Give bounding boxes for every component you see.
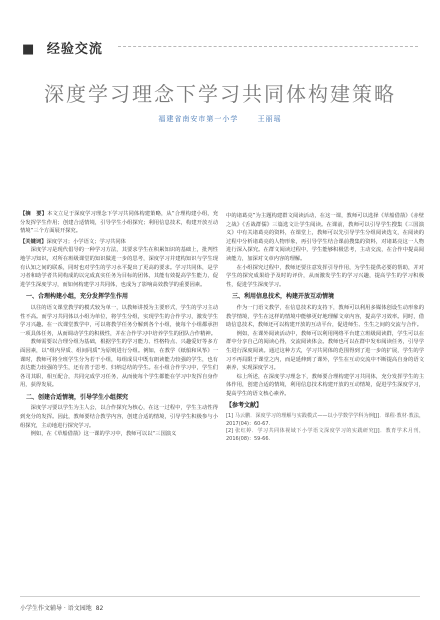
author-affiliation: 福建省南安市第一小学 — [158, 115, 239, 123]
right-column — [226, 212, 424, 443]
section-bullet-icon: ■ — [22, 42, 36, 57]
page-footer — [20, 603, 103, 612]
left-column — [20, 210, 218, 439]
reference-item: [1] 马云鹏．深度学习的理解与实践模式——以小学数学学科为例[J]．课程·教材·教法，2017(04)：60-67. — [226, 413, 424, 427]
intro-paragraph: 深度学习是现代倡导的一种学习方法，其要求学生在积累知识的基础上，批判性地学习知识，对所在班级课堂的知识做进一步的思考，深度学习并建构知识与学生现有认知之间的联系，同时也对学生的学习水平提出了更高的要求。学习共同体，是学习者和助学者共同构成的以完成真实任务为目标的团体，其能有效提高学生能力，促进学生深度学习，而如何构建学习共同体，也成为了影响高效教学的重要因素。 — [20, 247, 218, 288]
body-paragraph: 深度学习要以学生为主人公，以合作探究为核心，在这一过程中，学生主动性得到充分的发挥。因此，教师要结合教学内容，创建合适的情境，引导学生积极参与小组探究，主动地进行探究学习。 — [20, 405, 218, 429]
body-paragraph: 例如，在课外阅读活动中，教师可以利用网络平台建立班级阅读群，学生可以在群中分享自己的阅读心得，交流阅读体会。教师也可以在群中发布阅读任务，引导学生进行深度阅读。通过这种方式，学习共同体的范围得到了进一步的扩展，学生的学习不再局限于课堂之内，而是延伸到了课外，学生在互动交流中不断提高自身的语文素养，实现深度学习。 — [226, 330, 424, 372]
body-paragraph: 在小组探究过程中，教师还要注意发挥引导作用，为学生提供必要的帮助，并对学生的探究成果给予及时的评价，从而激发学生的学习兴趣，提高学生的学习积极性，促进学生深度学习。 — [226, 264, 424, 288]
body-paragraph: 教师需要以合理分组为基础，根据学生的学习能力、性格特点、兴趣爱好等多方面因素，以“组内异质、组间同质”为原则进行分组。例如，在教学《纸船和风筝》一课时，教师可将全班学生分为若干小组，每组成员中既有朗读能力较强的学生，也有表达能力较强的学生，还有善于思考、归纳总结的学生。在小组合作学习中，学生们各司其职，相互配合，共同完成学习任务，从而使每个学生都能在学习中发挥自身作用，获得发展。 — [20, 339, 218, 389]
section-tag-label: 经验交流 — [46, 42, 103, 57]
body-paragraph: 中的诸葛亮”为主题构建群文阅读活动，在这一课，教师可以选择《草船借箭》《赤壁之战》《舌战群儒》三篇选文让学生阅读。在课前，教师可以引导学生搜集《三国演义》中有关诸葛亮的资料，在课堂上，教师可以先引导学生分组阅读选文，在阅读的过程中分析诸葛亮的人物形象，再引导学生结合课前搜集的资料，对诸葛亮这一人物进行深入探究。在群文阅读过程中，学生能够积极思考，主动交流，在合作中提高阅读能力，加深对文章内容的理解。 — [226, 213, 424, 262]
section-tag — [22, 38, 103, 57]
keywords-label: 【关键词】 — [20, 238, 47, 245]
abstract-text: 本文立足于深度学习理念下学习共同体构建策略，从“合理构建小组，充分发挥学生作用；创建合适情境，引导学生小组探究；利用信息技术，构建开放互动情境”三个方面展开探究。 — [20, 211, 218, 235]
section-divider — [118, 46, 418, 47]
references — [226, 402, 424, 443]
abstract-label: 【摘 要】 — [20, 211, 48, 217]
body-paragraph: 例如，在《草船借箭》这一课的学习中，教师可以以“三国演义 — [30, 431, 177, 438]
conclusion-paragraph: 综上所述，在深度学习理念下，教师要合理构建学习共同体，充分发挥学生的主体作用，创建合适的情境，利用信息技术构建开放的互动情境，促进学生深度学习，提高学生的语文核心素养。 — [226, 373, 424, 397]
body-paragraph: 以往的语文课堂教学的模式较为单一，以教师讲授为主要形式，学生的学习主动性不高。而学习共同体以小组为单位，将学生分组，实现学生的合作学习，激发学生学习兴趣。在一次课堂教学中，可以将教学任务分解到各个小组，使每个小组都承担一项具体任务，从而调动学生的积极性，并在合作学习中培养学生的团队合作精神。 — [20, 304, 218, 337]
body-paragraph: 作为一门语文教学，在信息技术的支持下，教师可以利用多媒体创设生动形象的教学情境，学生在这样的情境中能够更好地理解文章内容，提高学习效率。同时，借助信息技术，教师还可以构建开放的互动平台，促进师生、生生之间的交流与合作。 — [226, 304, 424, 329]
author-name: 王丽瑶 — [257, 115, 282, 123]
page-title: 深度学习理念下学习共同体构建策略 — [44, 82, 396, 106]
footer-divider — [20, 596, 420, 597]
page-number: 82 — [95, 605, 104, 612]
keywords-text: 深度学习；小学语文；学习共同体 — [46, 238, 126, 245]
reference-item: [2] 张红婷．学习共同体视域下小学语文深度学习的实践研究[J]．教育学术月刊，2016(08)：59-66. — [226, 428, 424, 442]
byline — [0, 114, 440, 124]
section-heading-1: 一、合理构建小组，充分发挥学生作用 — [26, 293, 129, 301]
journal-name: 小学生作文辅导 · 语文园地 — [20, 605, 92, 612]
section-heading-3: 三、利用信息技术，构建开放互动情境 — [232, 293, 335, 301]
keywords — [20, 238, 218, 247]
references-title: 【参考文献】 — [226, 402, 263, 410]
section-heading-2: 二、创建合适情境，引导学生小组探究 — [26, 393, 129, 401]
abstract — [20, 210, 218, 236]
